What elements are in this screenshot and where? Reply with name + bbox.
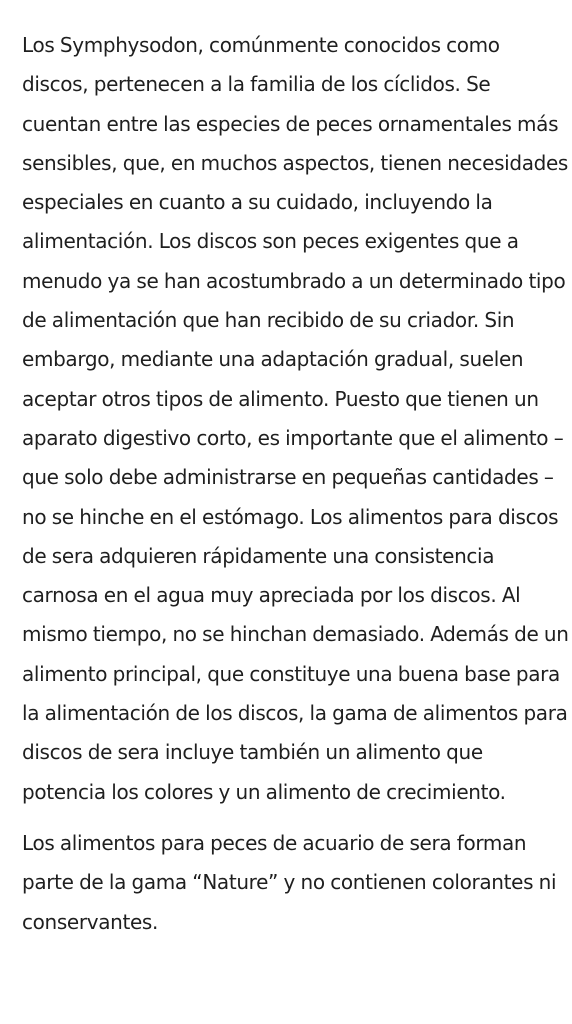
- article-body: [22, 26, 570, 942]
- paragraph-discus-feeding: Los Symphysodon, comúnmente conocidos como discos, pertenecen a la familia de los cíclidos. Se cuentan entre las especies de peces ornamentales más sensibles, que, en muchos aspectos, tienen necesidades especiales en cuanto a su cuidado, incluyendo la alimentación. Los discos son peces exigentes que a menudo ya se han acostumbrado a un determinado tipo de alimentación que han recibido de su criador. Sin embargo, mediante una adaptación gradual, suelen aceptar otros tipos de alimento. Puesto que tienen un aparato digestivo corto, es importante que el alimento – que solo debe administrarse en pequeñas cantidades – no se hinche en el estómago. Los alimentos para discos de sera adquieren rápidamente una consistencia carnosa en el agua muy apreciada por los discos. Al mismo tiempo, no se hinchan demasiado. Además de un alimento principal, que constituye una buena base para la alimentación de los discos, la gama de alimentos para discos de sera incluye también un alimento que potencia los colores y un alimento de crecimiento.: [22, 33, 569, 804]
- paragraph-nature-range: Los alimentos para peces de acuario de sera forman parte de la gama “Nature” y no contienen colorantes ni conservantes.: [22, 830, 557, 934]
